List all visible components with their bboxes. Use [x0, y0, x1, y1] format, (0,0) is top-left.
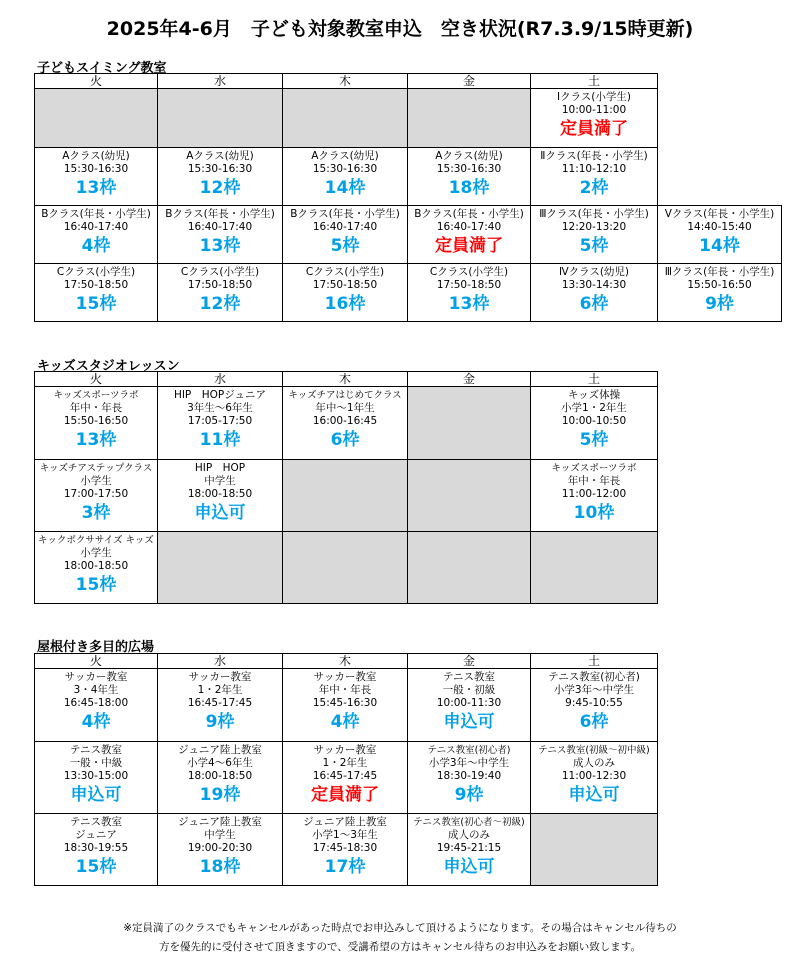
- class-name: Ⅴクラス(年長・小学生): [664, 208, 775, 220]
- class-cell: [283, 742, 408, 814]
- class-name: サッカー教室: [188, 671, 252, 683]
- class-time: 18:30-19:55: [63, 842, 129, 854]
- class-time: 10:00-10:50: [561, 415, 627, 427]
- class-name: Bクラス(年長・小学生): [290, 208, 400, 220]
- availability: 13枠: [75, 430, 117, 450]
- class-target: 年中・年長: [318, 684, 372, 696]
- availability: 申込可: [70, 785, 122, 805]
- class-cell: [283, 148, 408, 206]
- class-name: Ⅰクラス(小学生): [557, 91, 631, 103]
- empty-cell: [283, 532, 408, 604]
- class-cell: [35, 264, 158, 322]
- class-time: 16:45-17:45: [187, 697, 253, 709]
- class-name: Aクラス(幼児): [435, 150, 503, 162]
- empty-cell: [158, 532, 283, 604]
- availability: 12枠: [199, 294, 241, 314]
- class-cell: [531, 460, 658, 532]
- class-cell: [531, 206, 658, 264]
- availability: 16枠: [324, 294, 366, 314]
- class-cell: [158, 206, 283, 264]
- class-name: Ⅲクラス(年長・小学生): [664, 266, 775, 278]
- class-name: Bクラス(年長・小学生): [165, 208, 275, 220]
- class-target: 年中・年長: [69, 402, 123, 414]
- availability: 19枠: [199, 785, 241, 805]
- class-cell: [158, 814, 283, 886]
- section-heading-swimming: 子どもスイミング教室: [37, 61, 167, 76]
- class-name: サッカー教室: [313, 744, 377, 756]
- empty-cell: [408, 89, 531, 148]
- class-time: 13:30-14:30: [561, 279, 627, 291]
- class-name: キッズスポーツラボ: [551, 463, 637, 474]
- class-time: 17:50-18:50: [312, 279, 378, 291]
- class-name: ジュニア陸上教室: [178, 744, 262, 756]
- class-time: 15:45-16:30: [312, 697, 378, 709]
- class-time: 19:45-21:15: [436, 842, 502, 854]
- availability: 5枠: [579, 430, 609, 450]
- class-cell: [408, 264, 531, 322]
- availability: 3枠: [81, 503, 111, 523]
- class-cell: [531, 89, 658, 148]
- section-heading-plaza: 屋根付き多目的広場: [37, 640, 155, 655]
- class-time: 17:50-18:50: [63, 279, 129, 291]
- class-time: 15:30-16:30: [436, 163, 502, 175]
- class-time: 15:30-16:30: [187, 163, 253, 175]
- day-header-tue: 火: [35, 654, 158, 669]
- day-header-tue: 火: [35, 74, 158, 89]
- class-target: 1・2年生: [197, 684, 243, 696]
- availability: 15枠: [75, 294, 117, 314]
- availability: 定員満了: [560, 119, 628, 139]
- class-cell: [158, 669, 283, 742]
- class-time: 12:20-13:20: [561, 221, 627, 233]
- class-time: 15:30-16:30: [63, 163, 129, 175]
- availability: 申込可: [443, 712, 495, 732]
- section-heading-studio: キッズスタジオレッスン: [37, 359, 180, 374]
- class-time: 15:30-16:30: [312, 163, 378, 175]
- class-cell: [158, 742, 283, 814]
- availability: 4枠: [81, 712, 111, 732]
- class-name: Ⅲクラス(年長・小学生): [539, 208, 649, 220]
- availability: 9枠: [705, 294, 734, 314]
- day-header-wed: 水: [158, 654, 283, 669]
- footnote-line-2: 方を優先的に受付させて頂きますので、受講希望の方はキャンセル待ちのお申込みをお願い致します。: [159, 941, 641, 953]
- class-target: 年中～1年生: [315, 402, 375, 414]
- availability: 5枠: [330, 236, 360, 256]
- availability: 申込可: [443, 857, 495, 877]
- class-cell: [35, 814, 158, 886]
- class-name: キックボクササイズ キッズ: [38, 535, 154, 546]
- class-time: 16:00-16:45: [312, 415, 378, 427]
- availability: 定員満了: [435, 236, 503, 256]
- class-cell: [158, 264, 283, 322]
- class-time: 16:45-18:00: [63, 697, 129, 709]
- availability: 11枠: [199, 430, 241, 450]
- availability: 6枠: [579, 294, 609, 314]
- class-cell: [35, 460, 158, 532]
- plaza-table: [34, 653, 658, 886]
- class-cell: [531, 742, 658, 814]
- availability: 12枠: [199, 178, 241, 198]
- empty-cell: [408, 460, 531, 532]
- class-time: 18:30-19:40: [436, 770, 502, 782]
- class-cell: [283, 264, 408, 322]
- empty-cell: [35, 89, 158, 148]
- availability: 9枠: [205, 712, 235, 732]
- class-target: 中学生: [204, 829, 236, 841]
- availability: 4枠: [81, 236, 111, 256]
- class-cell: [408, 742, 531, 814]
- class-name: テニス教室(初心者): [427, 745, 511, 756]
- empty-cell: [531, 532, 658, 604]
- class-cell: [283, 206, 408, 264]
- class-time: 16:40-17:40: [63, 221, 129, 233]
- class-target: 3年生～6年生: [187, 402, 253, 414]
- class-target: 小学生: [80, 547, 112, 559]
- class-target: 1・2年生: [322, 757, 368, 769]
- availability: 17枠: [324, 857, 366, 877]
- availability: 18枠: [199, 857, 241, 877]
- empty-cell: [283, 89, 408, 148]
- class-cell: [158, 148, 283, 206]
- class-time: 17:05-17:50: [187, 415, 253, 427]
- class-cell: [531, 387, 658, 460]
- empty-cell: [408, 387, 531, 460]
- class-target: 小学1・2年生: [561, 402, 627, 414]
- class-cell: [283, 814, 408, 886]
- day-header-sat: 土: [531, 74, 658, 89]
- class-cell: [35, 206, 158, 264]
- class-time: 16:45-17:45: [312, 770, 378, 782]
- class-name: Ⅳクラス(幼児): [558, 266, 630, 278]
- availability: 9枠: [454, 785, 484, 805]
- class-time: 10:00-11:00: [561, 104, 627, 116]
- class-cell: [283, 669, 408, 742]
- class-target: ジュニア: [75, 829, 117, 841]
- class-cell: [408, 148, 531, 206]
- class-target: 一般・初級: [442, 684, 496, 696]
- class-cell: [35, 669, 158, 742]
- availability: 4枠: [330, 712, 360, 732]
- class-time: 11:10-12:10: [561, 163, 627, 175]
- day-header-sat: 土: [531, 654, 658, 669]
- class-target: 年中・年長: [567, 475, 621, 487]
- class-name: テニス教室(初心者～初級): [413, 817, 525, 828]
- availability: 13枠: [199, 236, 241, 256]
- class-time: 9:45-10:55: [565, 697, 623, 709]
- empty-cell: [158, 89, 283, 148]
- availability: 14枠: [324, 178, 366, 198]
- availability: 13枠: [448, 294, 490, 314]
- class-time: 11:00-12:30: [561, 770, 627, 782]
- class-name: Cクラス(小学生): [305, 266, 385, 278]
- class-time: 13:30-15:00: [63, 770, 129, 782]
- class-name: Cクラス(小学生): [429, 266, 509, 278]
- class-name: サッカー教室: [64, 671, 128, 683]
- class-target: 一般・中級: [69, 757, 123, 769]
- class-name: Ⅱクラス(年長・小学生): [540, 150, 648, 162]
- page-title: 2025年4-6月 子ども対象教室申込 空き状況(R7.3.9/15時更新): [106, 18, 694, 40]
- day-header-thu: 木: [283, 74, 408, 89]
- class-cell: [408, 669, 531, 742]
- class-time: 17:00-17:50: [63, 488, 129, 500]
- availability: 5枠: [579, 236, 609, 256]
- class-time: 17:50-18:50: [436, 279, 502, 291]
- class-target: 小学1～3年生: [312, 829, 378, 841]
- class-name: キッズチアステップクラス: [39, 463, 153, 474]
- class-cell: [408, 206, 531, 264]
- class-name: Aクラス(幼児): [311, 150, 379, 162]
- class-name: テニス教室: [442, 671, 496, 683]
- class-cell: [158, 460, 283, 532]
- availability: 2枠: [579, 178, 609, 198]
- availability: 申込可: [568, 785, 620, 805]
- class-target: 成人のみ: [573, 757, 615, 769]
- class-time: 15:50-16:50: [63, 415, 129, 427]
- availability: 申込可: [194, 503, 246, 523]
- class-time: 18:00-18:50: [63, 560, 129, 572]
- availability: 10枠: [573, 503, 615, 523]
- class-name: キッズスポーツラボ: [53, 390, 139, 401]
- class-cell: [531, 669, 658, 742]
- class-name: キッズ体操: [567, 389, 621, 401]
- class-name: ジュニア陸上教室: [303, 816, 387, 828]
- class-cell: [35, 387, 158, 460]
- availability: 13枠: [75, 178, 117, 198]
- day-header-wed: 水: [158, 372, 283, 387]
- class-time: 14:40-15:40: [687, 221, 752, 233]
- day-header-fri: 金: [408, 372, 531, 387]
- class-name: ジュニア陸上教室: [178, 816, 262, 828]
- class-name: HIP HOP: [194, 462, 246, 474]
- footnote-line-1: ※定員満了のクラスでもキャンセルがあった時点でお申込みして頂けるようになります。その場合はキャンセル待ちの: [123, 922, 677, 934]
- studio-table: [34, 371, 658, 604]
- class-time: 18:00-18:50: [187, 488, 253, 500]
- availability: 15枠: [75, 857, 117, 877]
- class-name: Aクラス(幼児): [186, 150, 254, 162]
- class-name: Aクラス(幼児): [62, 150, 130, 162]
- availability: 18枠: [448, 178, 490, 198]
- class-name: サッカー教室: [313, 671, 377, 683]
- class-name: Bクラス(年長・小学生): [41, 208, 151, 220]
- class-target: 小学4～6年生: [187, 757, 253, 769]
- class-target: 3・4年生: [73, 684, 119, 696]
- swimming-table: [34, 73, 782, 322]
- class-name: Cクラス(小学生): [56, 266, 136, 278]
- class-cell: [408, 814, 531, 886]
- day-header-wed: 水: [158, 74, 283, 89]
- class-cell: [658, 264, 782, 322]
- class-name: テニス教室: [69, 744, 123, 756]
- empty-cell: [283, 460, 408, 532]
- class-time: 16:40-17:40: [187, 221, 253, 233]
- day-header-fri: 金: [408, 654, 531, 669]
- availability: 14枠: [699, 236, 740, 256]
- availability: 6枠: [330, 430, 360, 450]
- class-time: 16:40-17:40: [436, 221, 502, 233]
- class-cell: [283, 387, 408, 460]
- class-name: HIP HOPジュニア: [173, 389, 267, 401]
- class-cell: [531, 148, 658, 206]
- day-header-fri: 金: [408, 74, 531, 89]
- class-name: テニス教室(初心者): [548, 671, 640, 683]
- class-cell: [658, 206, 782, 264]
- class-target: 中学生: [204, 475, 236, 487]
- class-name: テニス教室(初級～初中級): [538, 745, 650, 756]
- class-target: 成人のみ: [448, 829, 490, 841]
- availability: 15枠: [75, 575, 117, 595]
- day-header-thu: 木: [283, 372, 408, 387]
- class-time: 19:00-20:30: [187, 842, 253, 854]
- availability: 定員満了: [311, 785, 379, 805]
- class-cell: [35, 532, 158, 604]
- day-header-tue: 火: [35, 372, 158, 387]
- day-header-sat: 土: [531, 372, 658, 387]
- class-name: キッズチアはじめてクラス: [288, 390, 402, 401]
- class-cell: [35, 148, 158, 206]
- availability: 6枠: [579, 712, 609, 732]
- footnote: [0, 919, 800, 957]
- class-time: 16:40-17:40: [312, 221, 378, 233]
- class-cell: [158, 387, 283, 460]
- class-name: Bクラス(年長・小学生): [414, 208, 524, 220]
- class-name: テニス教室: [69, 816, 123, 828]
- class-time: 10:00-11:30: [436, 697, 502, 709]
- class-time: 11:00-12:00: [561, 488, 627, 500]
- day-header-thu: 木: [283, 654, 408, 669]
- class-target: 小学3年～中学生: [553, 684, 635, 696]
- class-cell: [35, 742, 158, 814]
- class-target: 小学生: [80, 475, 112, 487]
- empty-cell: [531, 814, 658, 886]
- empty-cell: [408, 532, 531, 604]
- class-cell: [531, 264, 658, 322]
- class-time: 17:50-18:50: [187, 279, 253, 291]
- class-time: 15:50-16:50: [687, 279, 752, 291]
- class-time: 17:45-18:30: [312, 842, 378, 854]
- class-time: 18:00-18:50: [187, 770, 253, 782]
- class-target: 小学3年～中学生: [428, 757, 510, 769]
- class-name: Cクラス(小学生): [180, 266, 260, 278]
